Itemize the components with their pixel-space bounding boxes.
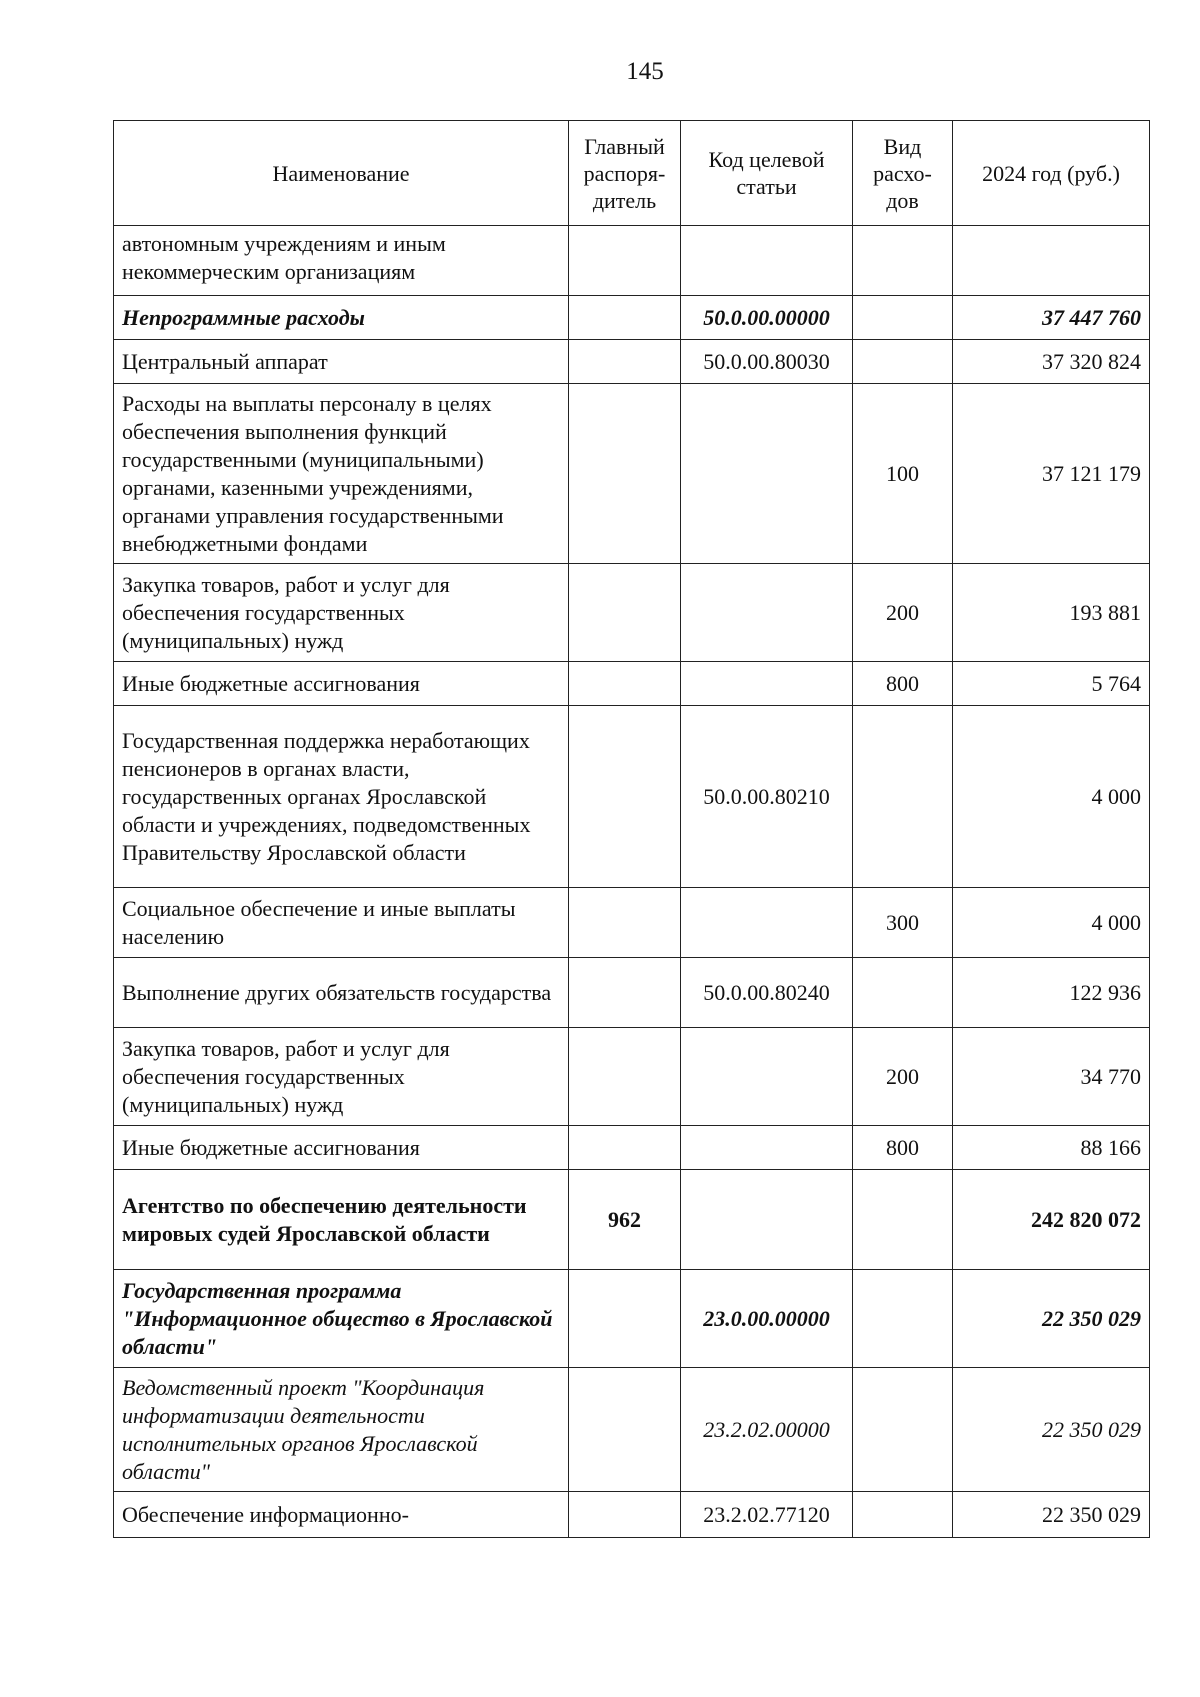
row-kind — [853, 340, 953, 384]
table-row — [114, 1368, 1150, 1492]
row-kind: 200 — [853, 564, 953, 662]
row-name: Государственная программа "Информационное общество в Ярославской области" — [114, 1270, 569, 1368]
row-kind — [853, 958, 953, 1028]
row-code: 23.2.02.77120 — [681, 1492, 853, 1538]
row-amount: 34 770 — [953, 1028, 1150, 1126]
row-admin — [569, 564, 681, 662]
row-kind: 800 — [853, 1126, 953, 1170]
budget-table — [113, 120, 1150, 1538]
table-row — [114, 958, 1150, 1028]
row-admin — [569, 340, 681, 384]
row-amount: 193 881 — [953, 564, 1150, 662]
row-admin — [569, 1126, 681, 1170]
row-kind — [853, 1270, 953, 1368]
row-amount: 88 166 — [953, 1126, 1150, 1170]
row-kind: 300 — [853, 888, 953, 958]
header-amount: 2024 год (руб.) — [953, 121, 1150, 226]
row-amount: 4 000 — [953, 706, 1150, 888]
table-header-row — [114, 121, 1150, 226]
table-row — [114, 888, 1150, 958]
row-code — [681, 1170, 853, 1270]
row-amount: 4 000 — [953, 888, 1150, 958]
row-amount: 22 350 029 — [953, 1270, 1150, 1368]
row-kind — [853, 1170, 953, 1270]
row-code — [681, 1126, 853, 1170]
row-name: автономным учреждениям и иным некоммерческим организациям — [114, 226, 569, 296]
row-amount: 37 121 179 — [953, 384, 1150, 564]
header-admin: Главный распоря-дитель — [569, 121, 681, 226]
row-amount: 22 350 029 — [953, 1368, 1150, 1492]
row-amount: 37 320 824 — [953, 340, 1150, 384]
header-code: Код целевой статьи — [681, 121, 853, 226]
row-name: Закупка товаров, работ и услуг для обеспечения государственных (муниципальных) нужд — [114, 564, 569, 662]
row-kind — [853, 1368, 953, 1492]
row-admin — [569, 1368, 681, 1492]
row-code: 50.0.00.00000 — [681, 296, 853, 340]
page-number: 145 — [626, 58, 664, 85]
row-kind: 800 — [853, 662, 953, 706]
row-admin — [569, 1028, 681, 1126]
row-code — [681, 226, 853, 296]
row-code — [681, 1028, 853, 1126]
row-name: Выполнение других обязательств государства — [114, 958, 569, 1028]
row-admin — [569, 1270, 681, 1368]
row-code: 23.2.02.00000 — [681, 1368, 853, 1492]
table-row — [114, 226, 1150, 296]
row-name: Социальное обеспечение и иные выплаты населению — [114, 888, 569, 958]
table-row — [114, 384, 1150, 564]
table-row — [114, 1170, 1150, 1270]
row-kind — [853, 296, 953, 340]
row-kind — [853, 1492, 953, 1538]
header-name: Наименование — [114, 121, 569, 226]
row-admin — [569, 296, 681, 340]
row-amount: 122 936 — [953, 958, 1150, 1028]
table-row — [114, 340, 1150, 384]
row-kind — [853, 226, 953, 296]
row-admin: 962 — [569, 1170, 681, 1270]
row-admin — [569, 226, 681, 296]
row-kind — [853, 706, 953, 888]
table-row — [114, 1028, 1150, 1126]
row-name: Расходы на выплаты персоналу в целях обеспечения выполнения функций государственными (муниципальными) органами, казенными учреждениями, органами управления государственными внебюджетными фондами — [114, 384, 569, 564]
row-code: 50.0.00.80210 — [681, 706, 853, 888]
row-code: 50.0.00.80030 — [681, 340, 853, 384]
row-code — [681, 888, 853, 958]
row-name: Непрограммные расходы — [114, 296, 569, 340]
row-admin — [569, 1492, 681, 1538]
table-row — [114, 1126, 1150, 1170]
row-name: Иные бюджетные ассигнования — [114, 662, 569, 706]
row-kind: 200 — [853, 1028, 953, 1126]
row-code — [681, 662, 853, 706]
row-amount: 22 350 029 — [953, 1492, 1150, 1538]
row-code — [681, 564, 853, 662]
row-admin — [569, 958, 681, 1028]
table-row — [114, 296, 1150, 340]
table-row — [114, 564, 1150, 662]
row-name: Агентство по обеспечению деятельности мировых судей Ярославской области — [114, 1170, 569, 1270]
row-kind: 100 — [853, 384, 953, 564]
row-code: 50.0.00.80240 — [681, 958, 853, 1028]
row-name: Ведомственный проект "Координация информатизации деятельности исполнительных органов Ярославской области" — [114, 1368, 569, 1492]
row-amount: 37 447 760 — [953, 296, 1150, 340]
row-code: 23.0.00.00000 — [681, 1270, 853, 1368]
table-row — [114, 1492, 1150, 1538]
row-admin — [569, 662, 681, 706]
row-name: Закупка товаров, работ и услуг для обеспечения государственных (муниципальных) нужд — [114, 1028, 569, 1126]
table-row — [114, 662, 1150, 706]
row-admin — [569, 384, 681, 564]
row-admin — [569, 706, 681, 888]
row-code — [681, 384, 853, 564]
row-name: Государственная поддержка неработающих пенсионеров в органах власти, государственных органах Ярославской области и учреждениях, подведомственных Правительству Ярославской области — [114, 706, 569, 888]
table-row — [114, 706, 1150, 888]
table-row — [114, 1270, 1150, 1368]
row-name: Центральный аппарат — [114, 340, 569, 384]
row-amount — [953, 226, 1150, 296]
row-amount: 242 820 072 — [953, 1170, 1150, 1270]
row-name: Обеспечение информационно- — [114, 1492, 569, 1538]
row-amount: 5 764 — [953, 662, 1150, 706]
row-admin — [569, 888, 681, 958]
row-name: Иные бюджетные ассигнования — [114, 1126, 569, 1170]
header-kind: Вид расхо-дов — [853, 121, 953, 226]
